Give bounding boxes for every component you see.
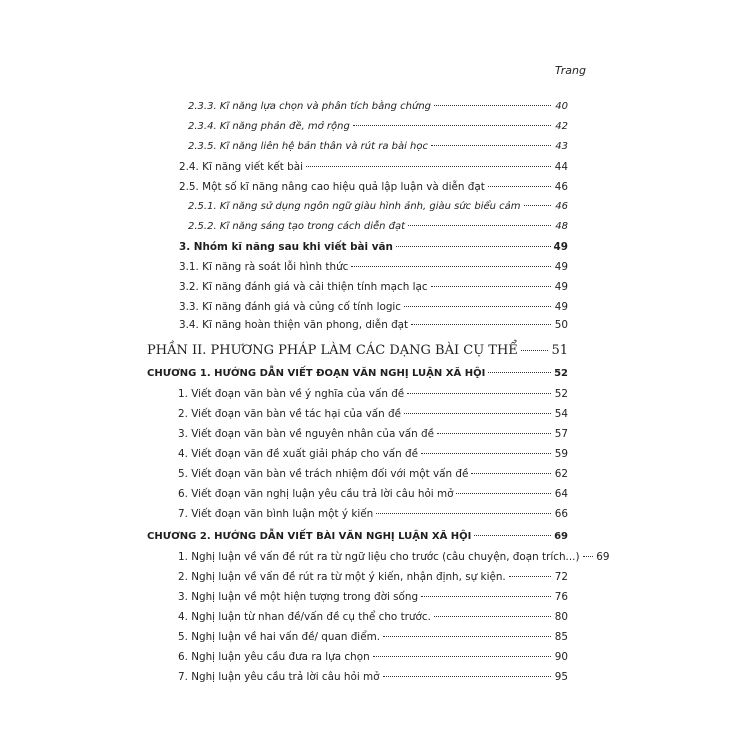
- toc-entry-page-number: 50: [554, 319, 568, 331]
- toc-entry-title: 3.3. Kĩ năng đánh giá và củng cố tính logic: [179, 301, 402, 313]
- toc-leader-dots: [421, 453, 551, 454]
- toc-leader-dots: [509, 576, 551, 577]
- toc-entry: [179, 240, 568, 254]
- toc-entry-title: 2.3.4. Kĩ năng phản đề, mở rộng: [188, 121, 350, 132]
- toc-entry: [178, 550, 610, 564]
- toc-leader-dots: [521, 350, 549, 351]
- toc-entry-title: 5. Nghị luận về hai vấn đề/ quan điểm.: [178, 631, 381, 643]
- toc-entry-title: 6. Viết đoạn văn nghị luận yêu cầu trả lời câu hỏi mở: [178, 488, 454, 500]
- toc-entry-title: 2.4. Kĩ năng viết kết bài: [179, 161, 304, 173]
- toc-entry-page-number: 85: [554, 631, 568, 643]
- toc-entry: [188, 200, 568, 214]
- toc-leader-dots: [434, 105, 551, 106]
- toc-entry: [179, 160, 568, 174]
- toc-entry-page-number: 44: [554, 161, 568, 173]
- toc-entry-page-number: 52: [554, 388, 568, 400]
- toc-entry: [147, 342, 568, 360]
- toc-entry-title: 4. Viết đoạn văn đề xuất giải pháp cho vấn đề: [178, 448, 418, 460]
- toc-leader-dots: [583, 556, 593, 557]
- toc-entry-title: 1. Nghị luận về vấn đề rút ra từ ngữ liệu cho trước (câu chuyện, đoạn trích...): [178, 551, 580, 563]
- toc-entry-page-number: 49: [554, 281, 568, 293]
- toc-entry-page-number: 49: [554, 261, 568, 273]
- toc-entry: [178, 590, 568, 604]
- toc-leader-dots: [353, 125, 551, 126]
- toc-entry: [178, 650, 568, 664]
- toc-entry-page-number: 51: [551, 343, 568, 358]
- toc-entry-page-number: 42: [555, 121, 568, 132]
- toc-entry-page-number: 48: [555, 221, 568, 232]
- toc-entry-title: PHẦN II. PHƯƠNG PHÁP LÀM CÁC DẠNG BÀI CỤ THỂ: [147, 343, 518, 358]
- toc-entry: [188, 140, 568, 154]
- toc-entry-title: 2.3.5. Kĩ năng liên hệ bản thân và rút ra bài học: [188, 141, 429, 152]
- toc-entry-title: 7. Viết đoạn văn bình luận một ý kiến: [178, 508, 374, 520]
- toc-entry-title: 3. Nhóm kĩ năng sau khi viết bài văn: [179, 241, 393, 253]
- toc-entry: [147, 367, 568, 381]
- toc-entry: [178, 467, 568, 481]
- toc-entry: [179, 318, 568, 332]
- toc-entry: [178, 387, 568, 401]
- toc-entry-page-number: 43: [555, 141, 568, 152]
- toc-entry: [178, 507, 568, 521]
- toc-entry-page-number: 72: [554, 571, 568, 583]
- toc-leader-dots: [431, 145, 551, 146]
- toc-entry-title: 2.5. Một số kĩ năng nâng cao hiệu quả lập luận và diễn đạt: [179, 181, 485, 193]
- toc-entry-title: 1. Viết đoạn văn bàn về ý nghĩa của vấn đề: [178, 388, 405, 400]
- toc-entry-page-number: 76: [554, 591, 568, 603]
- toc-entry-title: 2.5.2. Kĩ năng sáng tạo trong cách diễn đạt: [188, 221, 406, 232]
- toc-leader-dots: [351, 266, 551, 267]
- toc-entry-title: 3. Viết đoạn văn bàn về nguyên nhân của vấn đề: [178, 428, 435, 440]
- toc-entry-title: 7. Nghị luận yêu cầu trả lời câu hỏi mở: [178, 671, 380, 683]
- toc-entry-page-number: 46: [555, 201, 568, 212]
- toc-entry-title: 3. Nghị luận về một hiện tượng trong đời sống: [178, 591, 419, 603]
- toc-entry: [178, 427, 568, 441]
- toc-leader-dots: [306, 166, 551, 167]
- toc-leader-dots: [524, 205, 551, 206]
- toc-entry-title: 2. Nghị luận về vấn đề rút ra từ một ý kiến, nhận định, sự kiện.: [178, 571, 506, 583]
- toc-leader-dots: [474, 535, 551, 536]
- toc-entry: [179, 300, 568, 314]
- toc-leader-dots: [408, 225, 551, 226]
- toc-entry: [179, 280, 568, 294]
- toc-entry: [188, 120, 568, 134]
- toc-entry: [178, 447, 568, 461]
- toc-entry: [179, 260, 568, 274]
- toc-entry-page-number: 59: [554, 448, 568, 460]
- toc-leader-dots: [431, 286, 551, 287]
- toc-entry-page-number: 52: [554, 368, 568, 379]
- toc-leader-dots: [488, 372, 551, 373]
- toc-leader-dots: [396, 246, 551, 247]
- toc-entry-page-number: 69: [596, 551, 610, 563]
- toc-entry-title: 2.3.3. Kĩ năng lựa chọn và phân tích bằng chứng: [188, 101, 432, 112]
- toc-entry-title: 3.4. Kĩ năng hoàn thiện văn phong, diễn đạt: [179, 319, 409, 331]
- toc-entry: [178, 670, 568, 684]
- toc-entry-title: CHƯƠNG 2. HƯỚNG DẪN VIẾT BÀI VĂN NGHỊ LUẬN XÃ HỘI: [147, 531, 472, 542]
- toc-entry-page-number: 66: [554, 508, 568, 520]
- toc-leader-dots: [488, 186, 551, 187]
- toc-entry: [178, 407, 568, 421]
- toc-leader-dots: [407, 393, 551, 394]
- toc-entry: [178, 487, 568, 501]
- toc-entry-page-number: 57: [554, 428, 568, 440]
- toc-entry-page-number: 64: [554, 488, 568, 500]
- toc-entry: [178, 570, 568, 584]
- toc-entry: [147, 530, 568, 544]
- toc-entry-page-number: 46: [554, 181, 568, 193]
- toc-leader-dots: [376, 513, 551, 514]
- toc-leader-dots: [437, 433, 551, 434]
- toc-entry: [188, 100, 568, 114]
- toc-entry-page-number: 54: [554, 408, 568, 420]
- toc-entry-page-number: 90: [554, 651, 568, 663]
- toc-leader-dots: [383, 676, 551, 677]
- toc-leader-dots: [404, 413, 551, 414]
- toc-entry-page-number: 95: [554, 671, 568, 683]
- toc-entry-title: 3.2. Kĩ năng đánh giá và cải thiện tính mạch lạc: [179, 281, 428, 293]
- toc-entry-page-number: 69: [554, 531, 568, 542]
- toc-leader-dots: [383, 636, 551, 637]
- toc-entry: [178, 630, 568, 644]
- toc-entry-title: 2.5.1. Kĩ năng sử dụng ngôn ngữ giàu hình ảnh, giàu sức biểu cảm: [188, 201, 521, 212]
- toc-entry-title: 3.1. Kĩ năng rà soát lỗi hình thức: [179, 261, 349, 273]
- toc-entry: [188, 220, 568, 234]
- toc-entry-page-number: 62: [554, 468, 568, 480]
- toc-entry: [179, 180, 568, 194]
- toc-entry-title: 4. Nghị luận từ nhan đề/vấn đề cụ thể cho trước.: [178, 611, 431, 623]
- toc-leader-dots: [471, 473, 551, 474]
- toc-entry-page-number: 49: [553, 241, 568, 253]
- toc-entry-page-number: 40: [555, 101, 568, 112]
- toc-entry-page-number: 49: [554, 301, 568, 313]
- page-header-label: Trang: [554, 64, 586, 77]
- toc-leader-dots: [421, 596, 551, 597]
- toc-entry: [178, 610, 568, 624]
- toc-leader-dots: [373, 656, 551, 657]
- toc-leader-dots: [404, 306, 551, 307]
- toc-entry-title: 2. Viết đoạn văn bàn về tác hại của vấn đề: [178, 408, 402, 420]
- toc-leader-dots: [456, 493, 551, 494]
- toc-entry-page-number: 80: [554, 611, 568, 623]
- toc-leader-dots: [434, 616, 551, 617]
- toc-entry-title: CHƯƠNG 1. HƯỚNG DẪN VIẾT ĐOẠN VĂN NGHỊ LUẬN XÃ HỘI: [147, 368, 486, 379]
- toc-entry-title: 6. Nghị luận yêu cầu đưa ra lựa chọn: [178, 651, 370, 663]
- toc-entry-title: 5. Viết đoạn văn bàn về trách nhiệm đối với một vấn đề: [178, 468, 469, 480]
- toc-leader-dots: [411, 324, 551, 325]
